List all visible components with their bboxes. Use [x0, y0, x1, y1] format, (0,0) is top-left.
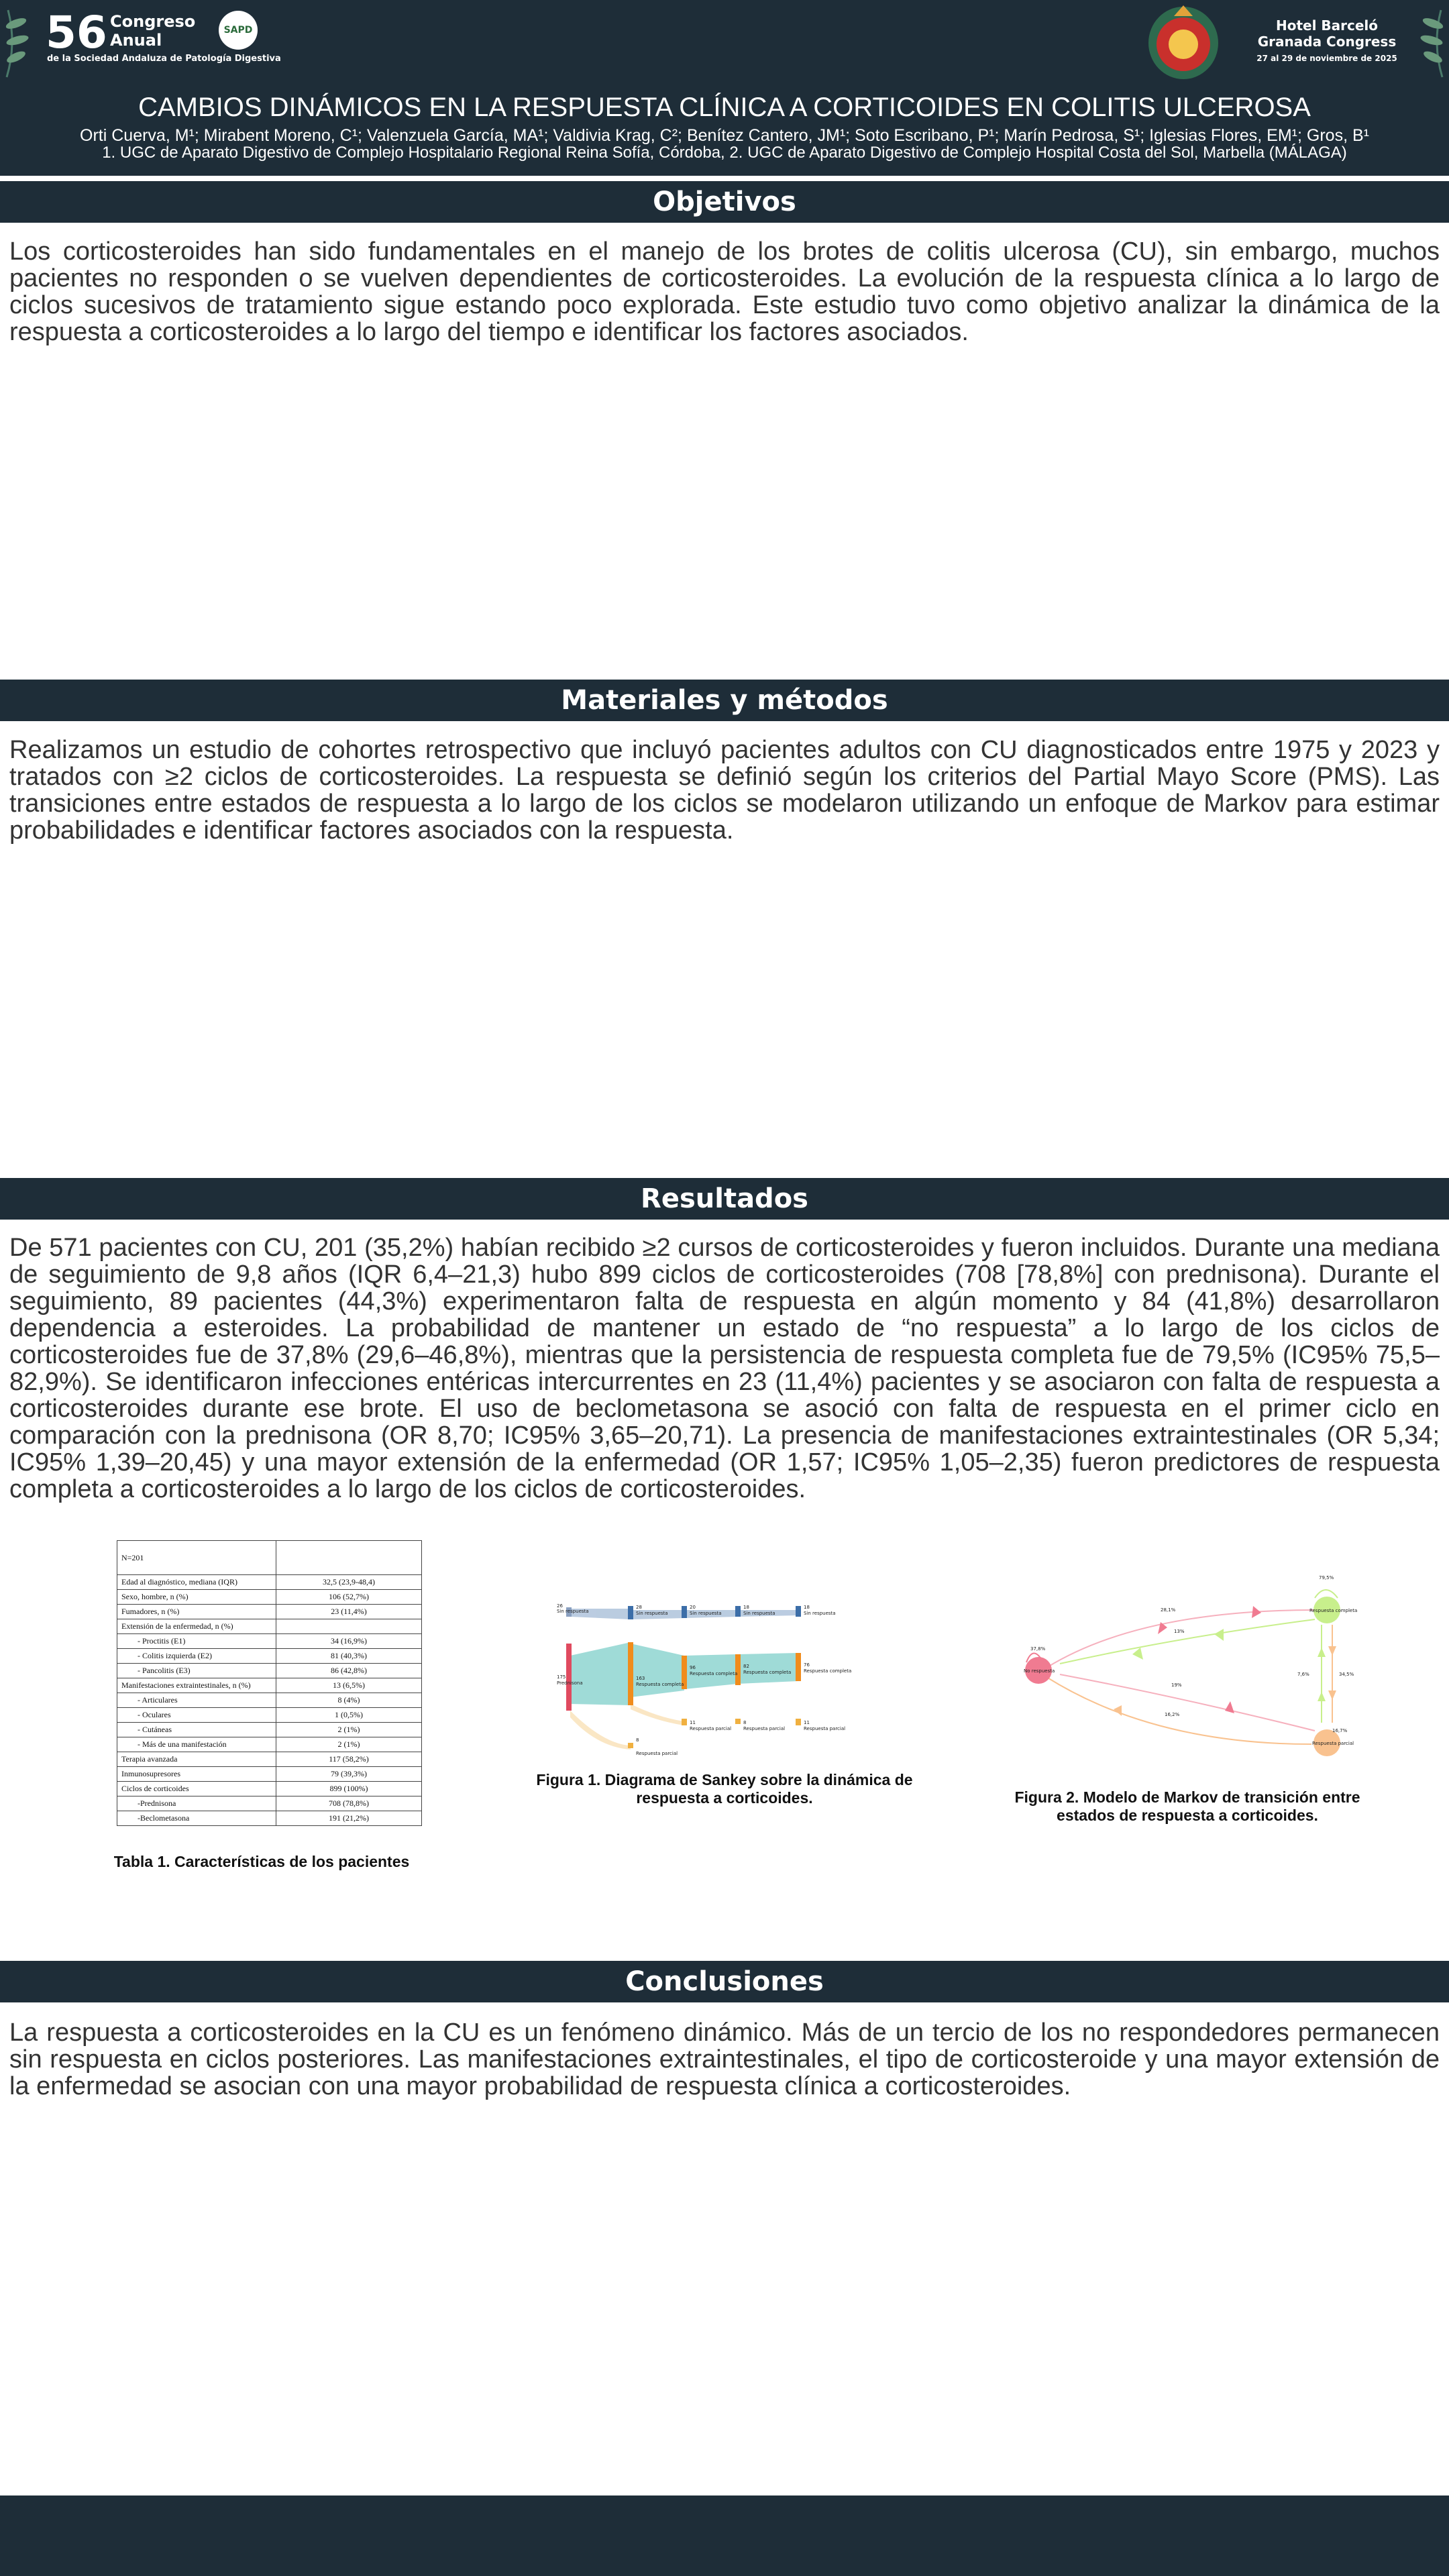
leaf-left-icon	[0, 7, 32, 80]
venue-dates: 27 al 29 de noviembre de 2025	[1256, 54, 1397, 63]
table-row	[117, 1619, 422, 1634]
table-row	[117, 1796, 422, 1811]
table-row	[117, 1634, 422, 1649]
sankey-lab-8: Respuesta completa	[743, 1670, 792, 1675]
affiliations: 1. UGC de Aparato Digestivo de Complejo Hospitalario Regional Reina Sofía, Córdoba, 2. UGC de Aparato Digestivo de Complejo Hospital Costa del Sol, Marbella (MÁLAGA)	[102, 144, 1347, 162]
sankey-num-13: 11	[804, 1720, 810, 1725]
table-row	[117, 1767, 422, 1782]
markov-prob-7: 34,5%	[1339, 1672, 1354, 1677]
table-cell-label: Edad al diagnóstico, mediana (IQR)	[117, 1575, 276, 1590]
figure-2-caption: Figura 2. Modelo de Markov de transición entre estados de respuesta a corticoides.	[1014, 1788, 1360, 1824]
heading-conclusiones: Conclusiones	[0, 1961, 1449, 2002]
sankey-lab-10: Respuesta parcial	[636, 1751, 678, 1756]
table-cell-value: 1 (0,5%)	[276, 1708, 422, 1723]
markov-prob-4: 13%	[1174, 1629, 1185, 1634]
table-cell-label: -Prednisona	[117, 1796, 276, 1811]
table-row	[117, 1590, 422, 1605]
table-cell-value: 106 (52,7%)	[276, 1590, 422, 1605]
sankey-num-8: 82	[743, 1664, 749, 1669]
sankey-lab-9: Respuesta completa	[804, 1668, 852, 1674]
sankey-node-orange-1	[628, 1642, 633, 1705]
heading-materiales: Materiales y métodos	[0, 680, 1449, 721]
sankey-node-blue-5	[796, 1606, 801, 1617]
header-band	[0, 0, 1449, 176]
sankey-lab-13: Respuesta parcial	[804, 1726, 846, 1731]
table-cell-value: 13 (6,5%)	[276, 1678, 422, 1693]
sankey-diagram	[557, 1603, 899, 1758]
table-row	[117, 1737, 422, 1752]
table-row	[117, 1708, 422, 1723]
congress-label-1: Congreso	[110, 12, 196, 31]
sankey-num-11: 11	[690, 1720, 696, 1725]
sankey-num-9: 76	[804, 1662, 810, 1668]
leaf-right-icon	[1417, 7, 1449, 80]
sankey-node-blue-2	[628, 1606, 633, 1619]
sankey-lab-6: Respuesta completa	[636, 1682, 684, 1687]
table-cell-label: - Articulares	[117, 1693, 276, 1708]
society-name: de la Sociedad Andaluza de Patología Digestiva	[47, 54, 281, 64]
heading-objetivos: Objetivos	[0, 181, 1449, 223]
sankey-lab-5: Prednisona	[557, 1680, 583, 1686]
sankey-node-blue-4	[735, 1606, 741, 1617]
table-cell-value: 2 (1%)	[276, 1723, 422, 1737]
markov-state-2: Respuesta parcial	[1312, 1741, 1354, 1746]
table-cell-value: 81 (40,3%)	[276, 1649, 422, 1664]
markov-state-0: No respuesta	[1024, 1668, 1055, 1674]
sankey-node-yellow-3	[735, 1719, 741, 1724]
table-cell-value: 8 (4%)	[276, 1693, 422, 1708]
sapd-logo	[219, 11, 258, 50]
markov-prob-6: 19%	[1171, 1682, 1182, 1688]
sankey-node-blue-3	[682, 1606, 687, 1618]
markov-prob-3: 16,7%	[1332, 1728, 1348, 1733]
sankey-num-6: 163	[636, 1676, 645, 1681]
table-header-row	[117, 1541, 422, 1575]
table-row	[117, 1575, 422, 1590]
sankey-num-7: 96	[690, 1665, 696, 1670]
table-cell-label: - Colitis izquierda (E2)	[117, 1649, 276, 1664]
sankey-num-3: 18	[743, 1605, 749, 1610]
table-cell-label: - Oculares	[117, 1708, 276, 1723]
table-cell-value: 34 (16,9%)	[276, 1634, 422, 1649]
sankey-lab-0: Sin respuesta	[557, 1609, 589, 1614]
authors: Orti Cuerva, M¹; Mirabent Moreno, C¹; Valenzuela García, MA¹; Valdivia Krag, C²; Benítez Cantero, JM¹; Soto Escribano, P¹; Marín Pedrosa, S¹; Iglesias Flores, EM¹; Gros, B¹	[80, 126, 1369, 145]
sankey-lab-11: Respuesta parcial	[690, 1726, 732, 1731]
sankey-num-1: 28	[636, 1605, 642, 1610]
sankey-lab-1: Sin respuesta	[636, 1611, 668, 1616]
heading-resultados: Resultados	[0, 1178, 1449, 1220]
table-cell-value	[276, 1619, 422, 1634]
table-row	[117, 1605, 422, 1619]
table-cell-label: Fumadores, n (%)	[117, 1605, 276, 1619]
table-row	[117, 1678, 422, 1693]
sankey-lab-2: Sin respuesta	[690, 1611, 722, 1616]
sankey-lab-3: Sin respuesta	[743, 1611, 775, 1616]
venue-name: Granada Congress	[1257, 34, 1397, 50]
table-row	[117, 1723, 422, 1737]
table-cell-value: 32,5 (23,9-48,4)	[276, 1575, 422, 1590]
pomegranate-emblem-icon	[1144, 1, 1222, 82]
table-cell-value: 2 (1%)	[276, 1737, 422, 1752]
sankey-lab-4: Sin respuesta	[804, 1611, 836, 1616]
table-1	[117, 1540, 422, 1826]
congress-label-2: Anual	[110, 31, 162, 50]
table-cell-label: - Pancolitis (E3)	[117, 1664, 276, 1678]
markov-state-1: Respuesta completa	[1309, 1608, 1358, 1613]
table-cell-label: - Proctitis (E1)	[117, 1634, 276, 1649]
markov-prob-2: 28,1%	[1161, 1607, 1176, 1613]
sankey-num-10: 8	[636, 1737, 639, 1743]
markov-prob-0: 37,8%	[1030, 1646, 1046, 1652]
sankey-num-2: 20	[690, 1605, 696, 1610]
congress-number: 56	[46, 7, 107, 58]
sankey-num-4: 18	[804, 1605, 810, 1610]
table-cell-label: Ciclos de corticoides	[117, 1782, 276, 1796]
markov-diagram	[1006, 1563, 1382, 1764]
markov-prob-1: 79,5%	[1319, 1575, 1334, 1580]
table-cell-value: 86 (42,8%)	[276, 1664, 422, 1678]
sankey-lab-7: Respuesta completa	[690, 1671, 738, 1676]
table-cell-label: Extensión de la enfermedad, n (%)	[117, 1619, 276, 1634]
text-materiales: Realizamos un estudio de cohortes retrospectivo que incluyó pacientes adultos con CU diagnosticados entre 1975 y 2023 y tratados con ≥2 ciclos de corticosteroides. La respuesta se definió según los criterios del Partial Mayo Score (PMS). Las transiciones entre estados de respuesta a lo largo de los ciclos se modelaron utilizando un enfoque de Markov para estimar probabilidades e identificar factores asociados con la respuesta.	[9, 736, 1440, 845]
table-cell-value: 23 (11,4%)	[276, 1605, 422, 1619]
table-cell-label: Inmunosupresores	[117, 1767, 276, 1782]
table-row	[117, 1664, 422, 1678]
sankey-num-0: 26	[557, 1603, 563, 1609]
text-conclusiones: La respuesta a corticosteroides en la CU es un fenómeno dinámico. Más de un tercio de los no respondedores permanecen sin respuesta en ciclos posteriores. Las manifestaciones extraintestinales, el tipo de corticosteroide y una mayor extensión de la enfermedad se asocian con una mayor probabilidad de respuesta clínica a corticosteroides.	[9, 2019, 1440, 2100]
sankey-node-yellow-1	[628, 1743, 633, 1748]
markov-prob-5: 7,6%	[1297, 1672, 1309, 1677]
markov-prob-8: 16,2%	[1165, 1712, 1180, 1717]
sankey-num-12: 8	[743, 1720, 747, 1725]
sankey-node-red	[566, 1644, 572, 1711]
table-header-cell: N=201	[117, 1541, 276, 1575]
table-cell-label: Manifestaciones extraintestinales, n (%)	[117, 1678, 276, 1693]
table-cell-value: 708 (78,8%)	[276, 1796, 422, 1811]
table-cell-label: - Cutáneas	[117, 1723, 276, 1737]
sankey-node-yellow-4	[796, 1719, 801, 1725]
sankey-lab-12: Respuesta parcial	[743, 1726, 786, 1731]
table-cell-value: 79 (39,3%)	[276, 1767, 422, 1782]
sapd-logo-text: SAPD	[223, 25, 253, 36]
table-cell-value: 191 (21,2%)	[276, 1811, 422, 1826]
table-cell-value: 117 (58,2%)	[276, 1752, 422, 1767]
text-objetivos: Los corticosteroides han sido fundamentales en el manejo de los brotes de colitis ulcerosa (CU), sin embargo, muchos pacientes no responden o se vuelven dependientes de corticosteroides. La evolución de la respuesta clínica a lo largo de ciclos sucesivos de tratamiento sigue estando poco explorada. Este estudio tuvo como objetivo analizar la dinámica de la respuesta a corticosteroides a lo largo del tiempo e identificar los factores asociados.	[9, 237, 1440, 346]
table-cell-label: - Más de una manifestación	[117, 1737, 276, 1752]
table-row	[117, 1693, 422, 1708]
venue-hotel: Hotel Barceló	[1275, 17, 1379, 34]
table-row	[117, 1782, 422, 1796]
figure-1-caption: Figura 1. Diagrama de Sankey sobre la dinámica de respuesta a corticoides.	[536, 1771, 913, 1807]
table-1-caption: Tabla 1. Características de los pacientes	[113, 1853, 410, 1870]
poster-title: CAMBIOS DINÁMICOS EN LA RESPUESTA CLÍNICA A CORTICOIDES EN COLITIS ULCEROSA	[138, 93, 1311, 122]
footer-band	[0, 2496, 1449, 2576]
table-row	[117, 1752, 422, 1767]
sankey-num-5: 175	[557, 1674, 566, 1680]
table-header-empty	[276, 1541, 422, 1575]
text-resultados: De 571 pacientes con CU, 201 (35,2%) habían recibido ≥2 cursos de corticosteroides y fueron incluidos. Durante una mediana de seguimiento de 9,8 años (IQR 6,4–21,3) hubo 899 ciclos de corticosteroides (708 [78,8%] con prednisona). Durante el seguimiento, 89 pacientes (44,3%) experimentaron falta de respuesta en algún momento y 84 (41,8%) desarrollaron dependencia a esteroides. La probabilidad de mantener un estado de “no respuesta” a lo largo de los ciclos de corticosteroides fue de 37,8% (29,6–46,8%), mientras que la persistencia de respuesta completa fue de 79,5% (IC95% 75,5–82,9%). Se identificaron infecciones entéricas intercurrentes en 23 (11,4%) pacientes y se asociaron con falta de respuesta a corticosteroides durante ese brote. El uso de beclometasona se asoció con falta de respuesta en el primer ciclo en comparación con la prednisona (OR 8,70; IC95% 3,65–20,71). La presencia de manifestaciones extraintestinales (OR 5,34; IC95% 1,39–20,45) y una mayor extensión de la enfermedad (OR 1,57; IC95% 1,05–2,35) fueron predictores de respuesta completa a corticosteroides a lo largo de los ciclos de corticosteroides.	[9, 1234, 1440, 1503]
table-cell-value: 899 (100%)	[276, 1782, 422, 1796]
table-cell-label: Terapia avanzada	[117, 1752, 276, 1767]
sankey-node-orange-3	[735, 1654, 741, 1685]
table-row	[117, 1811, 422, 1826]
table-cell-label: -Beclometasona	[117, 1811, 276, 1826]
sankey-node-yellow-2	[682, 1719, 687, 1725]
table-row	[117, 1649, 422, 1664]
table-cell-label: Sexo, hombre, n (%)	[117, 1590, 276, 1605]
sankey-node-orange-4	[796, 1653, 801, 1681]
